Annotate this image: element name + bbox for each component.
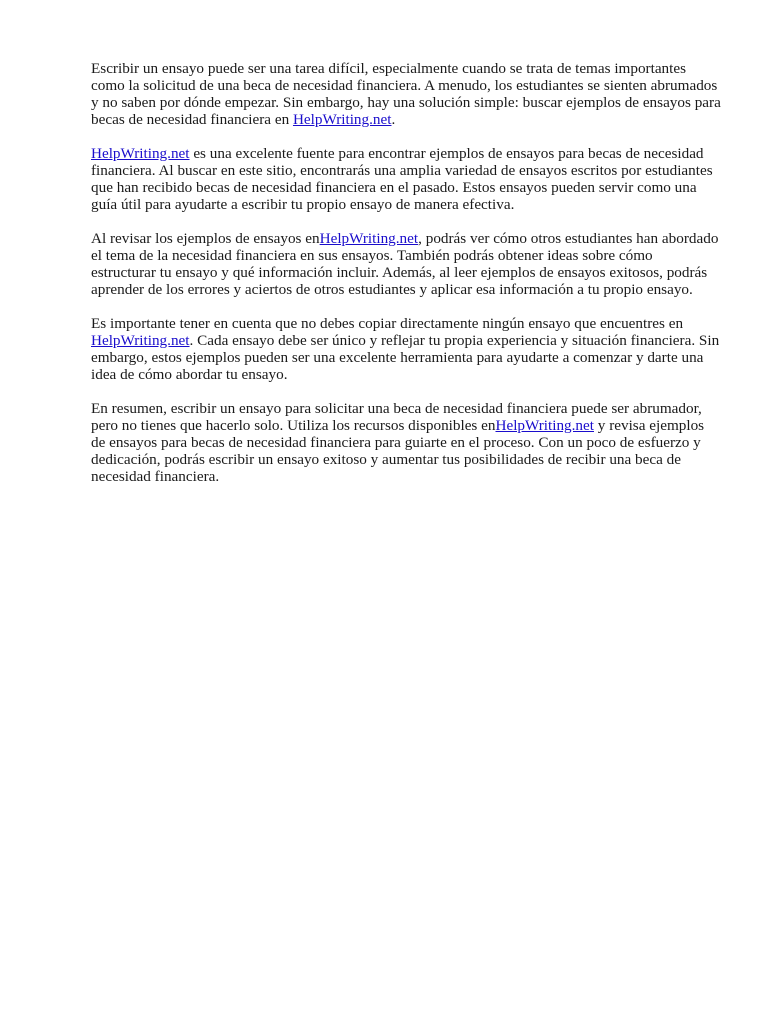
paragraph-text: Es importante tener en cuenta que no debes copiar directamente ningún ensayo que encuentres en xyxy=(91,314,684,332)
helpwriting-link[interactable]: HelpWriting.net xyxy=(91,331,190,349)
paragraph-text: es una excelente fuente para encontrar ejemplos de ensayos para becas de necesidad financiera. Al buscar en este sitio, encontrarás una amplia variedad de ensayos escritos por estudiantes que han recibido becas de necesidad financiera en el pasado. Estos ensayos pueden servir como una guía útil para ayudarte a escribir tu propio ensayo de manera efectiva. xyxy=(91,144,713,214)
paragraph-text: . Cada ensayo debe ser único y reflejar tu propia experiencia y situación financiera. Sin embargo, estos ejemplos pueden ser una excelente herramienta para ayudarte a comenzar y darte una idea de cómo abordar tu ensayo. xyxy=(91,331,720,383)
paragraph-text: Al revisar los ejemplos de ensayos en xyxy=(91,229,320,247)
helpwriting-link[interactable]: HelpWriting.net xyxy=(319,229,419,247)
helpwriting-link[interactable]: HelpWriting.net xyxy=(91,144,190,162)
paragraph-text: En resumen, escribir un ensayo para solicitar una beca de necesidad financiera puede ser abrumador, pero no tienes que hacerlo solo. Utiliza los recursos disponibles en xyxy=(91,399,702,434)
helpwriting-link[interactable]: HelpWriting.net xyxy=(292,111,392,129)
helpwriting-link[interactable]: HelpWriting.net xyxy=(495,416,594,434)
paragraph-1 xyxy=(91,60,721,128)
paragraph-text: Escribir un ensayo puede ser una tarea difícil, especialmente cuando se trata de temas importantes como la solicitud de una beca de necesidad financiera. A menudo, los estudiantes se sienten abrumados y no saben por dónde empezar. Sin embargo, hay una solución simple: buscar ejemplos de ensayos para becas de necesidad financiera en xyxy=(91,60,721,129)
paragraph-5 xyxy=(91,400,721,485)
paragraph-text: . xyxy=(391,111,396,129)
paragraph-4 xyxy=(91,315,721,383)
paragraph-2 xyxy=(91,145,721,213)
document-body xyxy=(91,60,721,501)
paragraph-text: , podrás ver cómo otros estudiantes han abordado el tema de la necesidad financiera en sus ensayos. También podrás obtener ideas sobre cómo estructurar tu ensayo y qué información incluir. Además, al leer ejemplos de ensayos exitosos, podrás aprender de los errores y aciertos de otros estudiantes y aplicar esa información a tu propio ensayo. xyxy=(91,229,719,299)
paragraph-text: y revisa ejemplos de ensayos para becas de necesidad financiera para guiarte en el proceso. Con un poco de esfuerzo y dedicación, podrás escribir un ensayo exitoso y aumentar tus posibilidades de recibir una beca de necesidad financiera. xyxy=(91,416,705,485)
paragraph-3 xyxy=(91,230,721,298)
